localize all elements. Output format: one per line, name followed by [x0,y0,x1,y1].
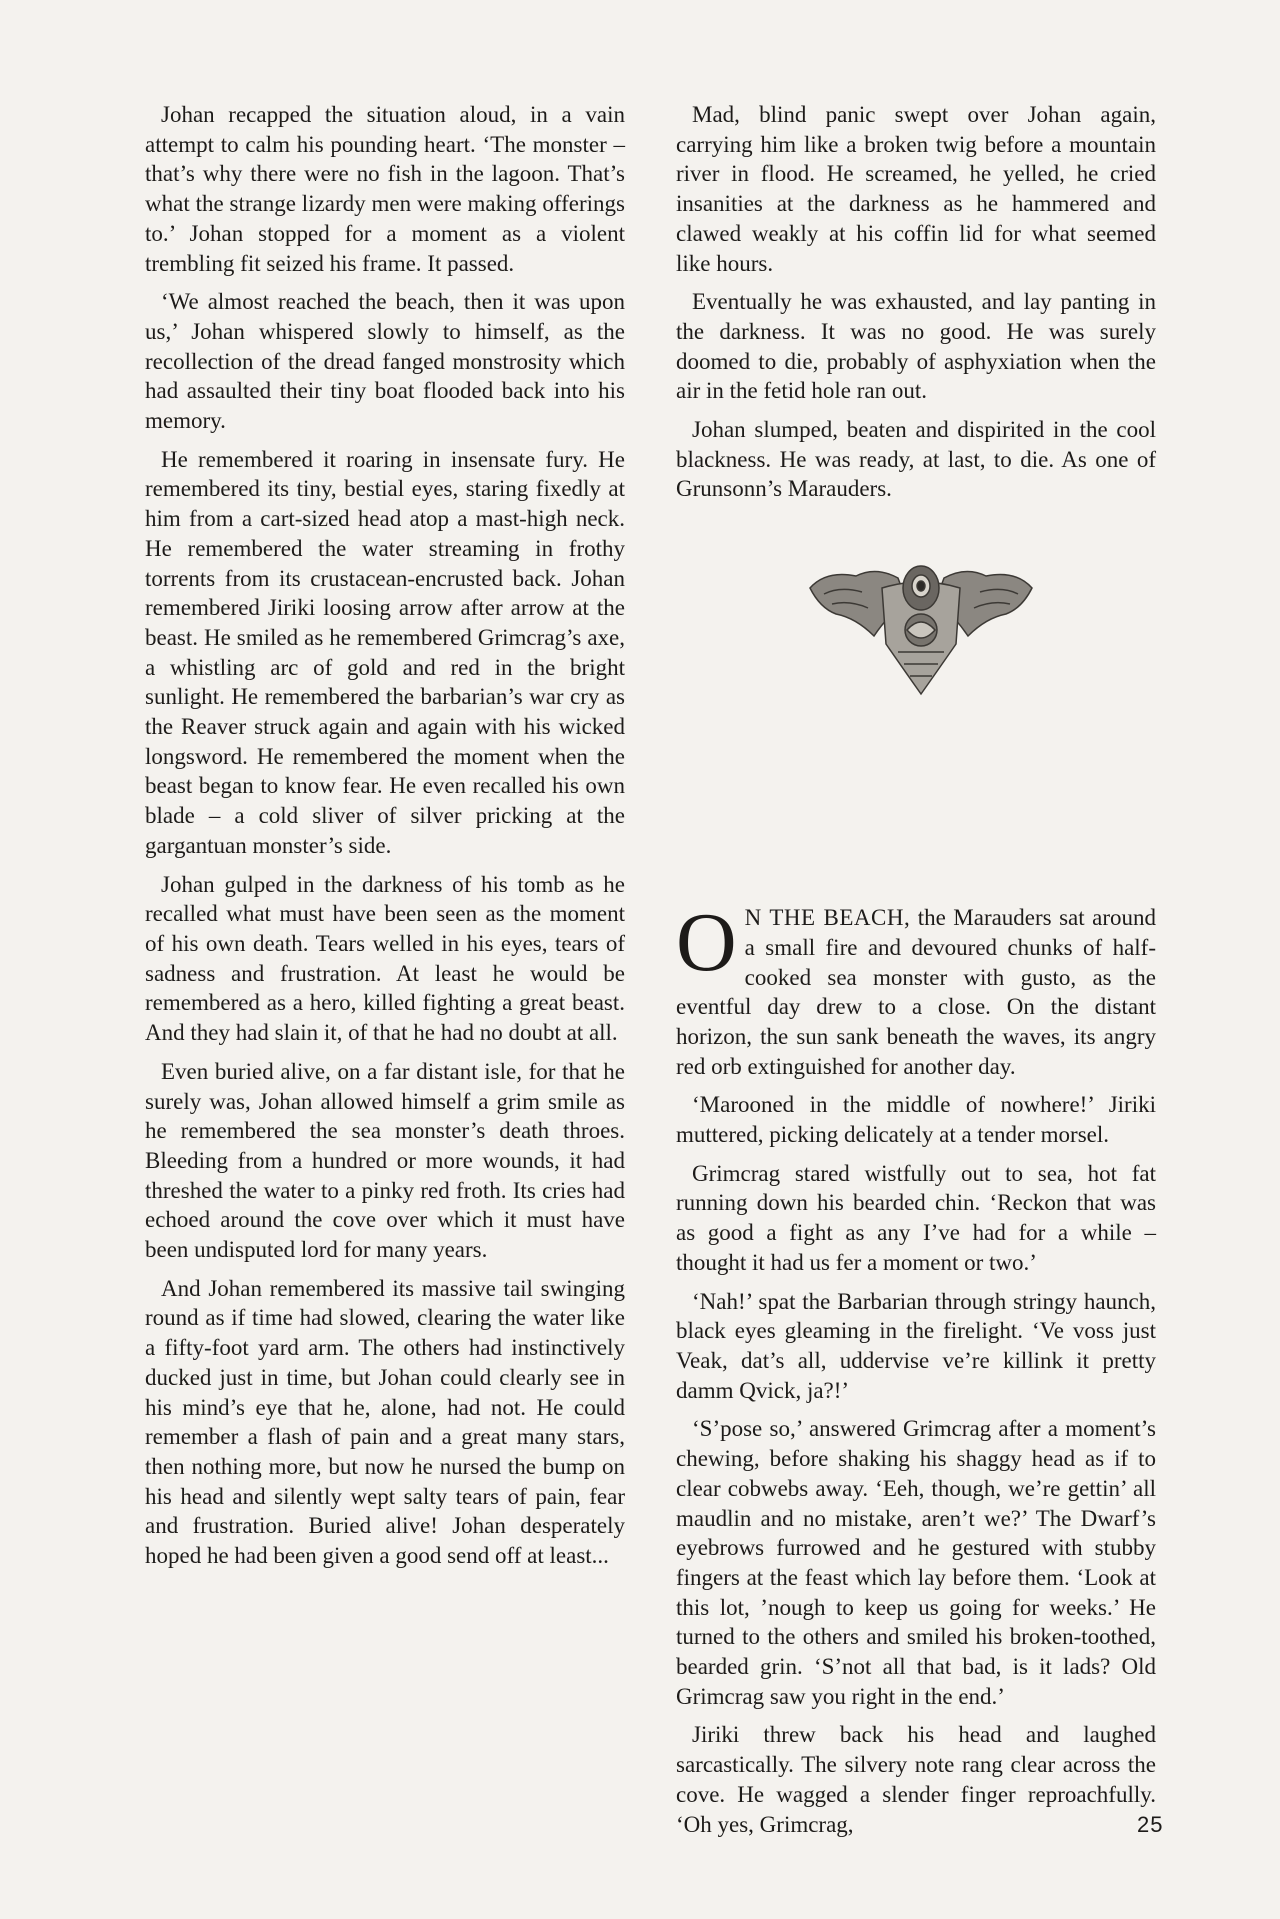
lead-in: N THE BEACH, [744,905,911,931]
paragraph-rest: the Marauders sat around a small fire and devoured chunks of half-cooked sea monster with gusto, as the eventful day drew to a close. On the distant horizon, the sun sank beneath the waves, its angry red orb extinguished for another day. [676,905,1156,1079]
paragraph: Eventually he was exhausted, and lay panting in the darkness. It was no good. He was surely doomed to die, probably of asphyxiation when the air in the fetid hole ran out. [676,289,1156,404]
paragraph: ‘We almost reached the beach, then it was upon us,’ Johan whispered slowly to himself, as the recollection of the dread fanged monstrosity which had assaulted their tiny boat flooded back into his memory. [145,289,625,434]
paragraph: ‘S’pose so,’ answered Grimcrag after a moment’s chewing, before shaking his shaggy head as if to clear cobwebs away. ‘Eeh, though, we’re gettin’ all maudlin and no mistake, aren’t we?’ The Dwarf’s eyebrows furrowed and he gestured with stubby fingers at the feast which lay before them. ‘Look at this lot, ’nough to keep us going for weeks.’ He turned to the others and smiled his broken-toothed, bearded grin. ‘S’not all that bad, is it lads? Old Grimcrag saw you right in the end.’ [676,1416,1156,1709]
paragraph: He remembered it roaring in insensate fury. He remembered its tiny, bestial eyes, staring fixedly at him from a cart-sized head atop a mast-high neck. He remembered the water streaming in frothy torrents from its crustacean-encrusted back. Johan remembered Jiriki loosing arrow after arrow at the beast. He smiled as he remembered Grimcrag’s axe, a whistling arc of gold and red in the bright sunlight. He remembered the barbarian’s war cry as the Reaver struck again and again with his wicked longsword. He remembered the moment when the beast began to know fear. He even recalled his own blade – a cold sliver of silver pricking at the gargantuan monster’s side. [145,446,625,858]
paragraph: Even buried alive, on a far distant isle, for that he surely was, Johan allowed himself a grim smile as he remembered the sea monster’s death throes. Bleeding from a hundred or more wounds, it had threshed the water to a pinky red froth. Its cries had echoed around the cove over which it must have been undisputed lord for many years. [145,1058,625,1263]
paragraph: ‘Marooned in the middle of nowhere!’ Jiriki muttered, picking delicately at a tender morsel. [676,1092,1156,1148]
winged-dragon-skull-ornament-icon [806,548,1036,696]
right-column [676,100,1156,1848]
paragraph: Grimcrag stared wistfully out to sea, hot fat running down his bearded chin. ‘Reckon that was as good a fight as any I’ve had for a while – thought it had us fer a moment or two.’ [676,1160,1156,1275]
section-opening-paragraph [676,896,1156,1081]
paragraph: ‘Nah!’ spat the Barbarian through stringy haunch, black eyes gleaming in the firelight. ‘Ve voss just Veak, dat’s all, uddervise ve’re killink it pretty damm Qvick, ja?!’ [676,1288,1156,1403]
paragraph: Jiriki threw back his head and laughed sarcastically. The silvery note rang clear across the cove. He wagged a slender finger reproachfully. ‘Oh yes, Grimcrag, [676,1722,1156,1837]
drop-cap: O [676,896,737,990]
page-number: 25 [1137,1812,1164,1837]
paragraph: And Johan remembered its massive tail swinging round as if time had slowed, clearing the water like a fifty-foot yard arm. The others had instinctively ducked just in time, but Johan could clearly see in his mind’s eye that he, alone, had not. He could remember a flash of pain and a great many stars, then nothing more, but now he nursed the bump on his head and silently wept salty tears of pain, fear and frustration. Buried alive! Johan desperately hoped he had been given a good send off at least... [145,1275,625,1569]
paragraph: Johan slumped, beaten and dispirited in the cool blackness. He was ready, at last, to die. As one of Grunsonn’s Marauders. [676,417,1156,502]
left-column [145,100,625,1580]
paragraph: Johan recapped the situation aloud, in a vain attempt to calm his pounding heart. ‘The monster – that’s why there were no fish in the lagoon. That’s what the strange lizardy men were making offerings to.’ Johan stopped for a moment as a violent trembling fit seized his frame. It passed. [145,102,625,276]
paragraph: Johan gulped in the darkness of his tomb as he recalled what must have been seen as the moment of his own death. Tears welled in his eyes, tears of sadness and frustration. At least he would be remembered as a hero, killed fighting a great beast. And they had slain it, of that he had no doubt at all. [145,871,625,1046]
paragraph: Mad, blind panic swept over Johan again, carrying him like a broken twig before a mountain river in flood. He screamed, he yelled, he cried insanities at the darkness as he hammered and clawed weakly at his coffin lid for what seemed like hours. [676,102,1156,276]
